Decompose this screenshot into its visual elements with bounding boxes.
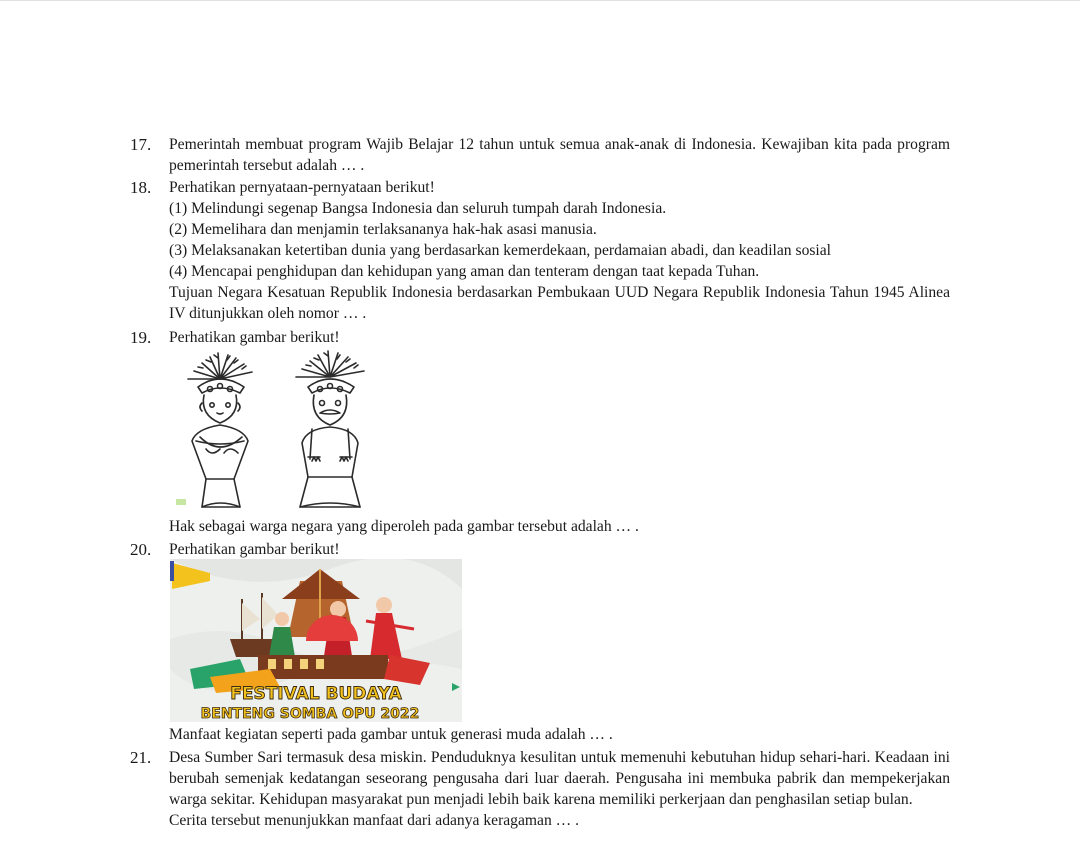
traditional-costume-illustration [170,349,398,513]
page-top-border [0,0,1080,1]
question-text: Tujuan Negara Kesatuan Republik Indonesia berdasarkan Pembukaan UUD Negara Republik Indonesia Tahun 1945 Alinea IV ditunjukkan oleh nomor … . [169,284,950,322]
poster-subtitle: BENTENG SOMBA OPU 2022 [200,706,420,722]
festival-poster-image [170,559,462,722]
question-number: 18. [130,178,152,197]
question-text: Manfaat kegiatan seperti pada gambar untuk generasi muda adalah … . [169,726,613,743]
question-18 [130,177,950,324]
ondel-ondel-drawing [170,349,398,513]
question-21 [130,747,950,831]
statement-item: (3) Melaksanakan ketertiban dunia yang berdasarkan kemerdekaan, perdamaian abadi, dan keadilan sosial [169,242,832,259]
question-number: 20. [130,540,152,559]
question-text: Desa Sumber Sari termasuk desa miskin. Penduduknya kesulitan untuk memenuhi kebutuhan hidup sehari-hari. Keadaan ini berubah semenjak kedatangan seseorang pengusaha dari luar daerah. Pengusaha ini membuka pabrik dan mempekerjakan warga sekitar. Kehidupan masyarakat pun menjadi lebih baik karena memiliki perkerjaan dan penghasilan setiap bulan. [169,749,950,808]
statement-list [169,198,950,282]
question-20-prompt [130,724,950,745]
question-text: Hak sebagai warga negara yang diperoleh pada gambar tersebut adalah … . [169,518,639,535]
question-number: 21. [130,748,152,767]
poster-title: FESTIVAL BUDAYA [230,684,402,704]
statement-item: (2) Memelihara dan menjamin terlaksananya hak-hak asasi manusia. [169,221,597,238]
question-17 [130,134,950,176]
question-20 [130,539,950,560]
question-intro: Perhatikan pernyataan-pernyataan berikut! [169,179,435,196]
question-prompt: Cerita tersebut menunjukkan manfaat dari adanya keragaman … . [169,812,580,829]
question-number: 19. [130,328,152,347]
question-intro: Perhatikan gambar berikut! [169,329,340,346]
statement-item: (4) Mencapai penghidupan dan kehidupan yang aman dan tenteram dengan taat kepada Tuhan. [169,263,760,280]
question-text: Pemerintah membuat program Wajib Belajar 12 tahun untuk semua anak-anak di Indonesia. Kewajiban kita pada program pemerintah tersebut adalah … . [169,136,950,174]
statement-item: (1) Melindungi segenap Bangsa Indonesia dan seluruh tumpah darah Indonesia. [169,200,667,217]
festival-poster-graphic [170,559,462,722]
question-19 [130,327,950,348]
question-19-prompt [130,516,950,537]
question-number: 17. [130,135,152,154]
question-intro: Perhatikan gambar berikut! [169,541,340,558]
